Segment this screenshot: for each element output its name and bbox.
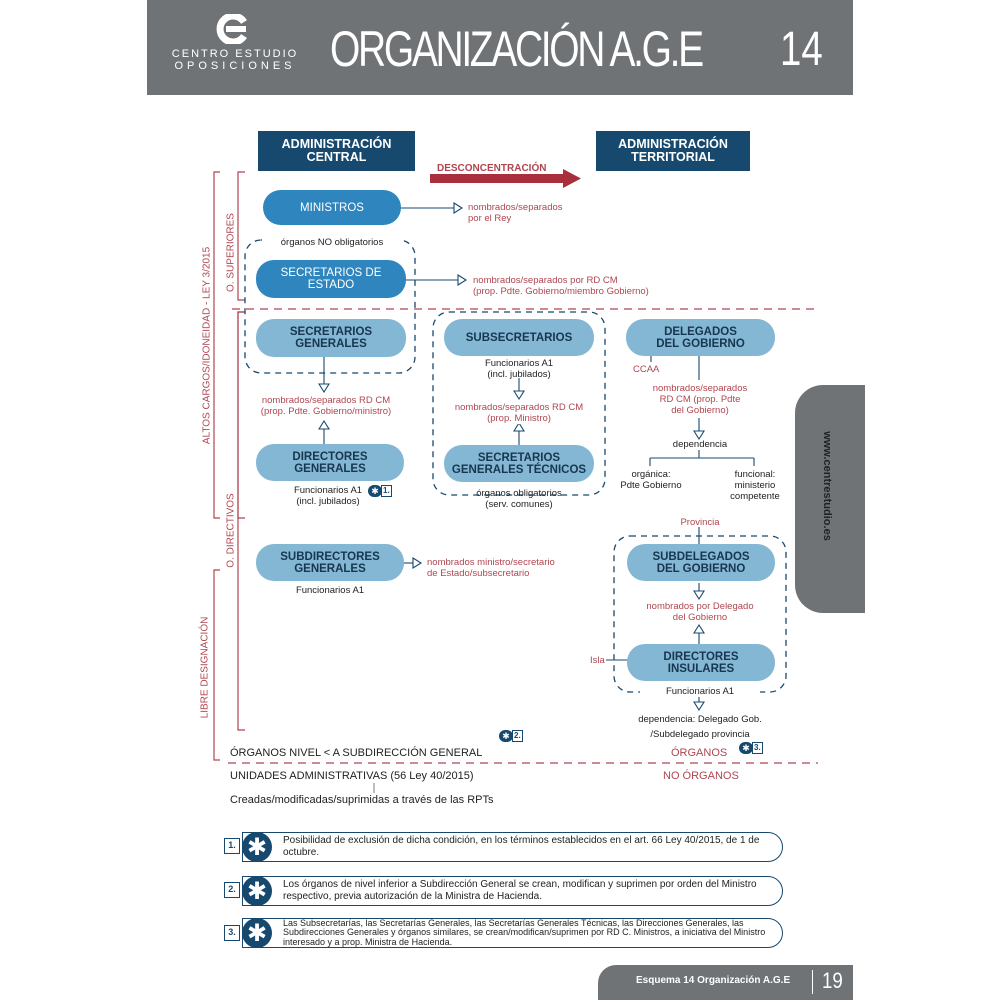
sgt-note: órganos obligatorios (serv. comunes) (476, 488, 562, 510)
directores-generales-note: Funcionarios A1 (incl. jubilados) (293, 485, 363, 507)
subsecretarios-nombramiento: nombrados/separados RD CM (prop. Ministro) (436, 402, 602, 424)
side-label-directivos: O. DIRECTIVOS (225, 493, 237, 568)
secretarios-estado-note: nombrados/separados por RD CM (prop. Pdte. Gobierno/miembro Gobierno) (473, 275, 649, 297)
footnote-1-number: 1. (224, 838, 240, 854)
box-directores-generales: DIRECTORES GENERALES (256, 444, 404, 481)
subdelegados-note: nombrados por Delegado del Gobierno (630, 601, 770, 623)
asterisk-icon: ✱ (242, 918, 272, 948)
box-directores-insulares: DIRECTORES INSULARES (627, 644, 775, 681)
organos-label: ÓRGANOS (671, 747, 728, 759)
subdirectores-note: nombrados ministro/secretario de Estado/subsecretario (427, 557, 555, 579)
footnote-1: Posibilidad de exclusión de dicha condición, en los términos establecidos en el art. 66 Ley 40/2015, de 1 de octubre. (242, 832, 783, 862)
insulares-dependencia: dependencia: Delegado Gob. /Subdelegado provincia (638, 714, 762, 740)
footnote-3: Las Subsecretarías, las Secretarías Generales, las Secretarías Generales Técnicas, las Direcciones Generales, las Subdirecciones Generales y órganos similares, se crean/modifican/suprimen por RD C. Ministros, a iniciativa del Ministro interesado y a prop. Ministra de Hacienda. (242, 918, 783, 948)
page-title: ORGANIZACIÓN A.G.E (330, 21, 702, 77)
footnote-3-number: 3. (224, 925, 240, 941)
box-ministros: MINISTROS (263, 190, 401, 225)
box-secretarios-generales-tecnicos: SECRETARIOS GENERALES TÉCNICOS (444, 445, 594, 482)
creadas-label: Creadas/modificadas/suprimidas a través de las RPTs (230, 794, 494, 806)
note-ref-2[interactable]: 2. (514, 731, 521, 740)
side-label-altos-cargos: ALTOS CARGOS/IDONEIDAD - LEY 3/2015 (201, 246, 213, 445)
secretarios-generales-note: nombrados/separados RD CM (prop. Pdte. Gobierno/ministro) (260, 395, 392, 417)
ccaa-label: CCAA (633, 364, 660, 375)
footer-divider (812, 970, 813, 994)
header-administracion-central: ADMINISTRACIÓN CENTRAL (258, 131, 415, 171)
subsecretarios-note: Funcionarios A1 (incl. jubilados) (484, 358, 554, 380)
delegados-note: nombrados/separados RD CM (prop. Pdte del Gobierno) (652, 383, 748, 416)
box-subdelegados-gobierno: SUBDELEGADOS DEL GOBIERNO (627, 544, 775, 581)
no-organos-label: NO ÓRGANOS (663, 770, 739, 782)
asterisk-icon: ✱ (739, 742, 753, 754)
side-tab-url[interactable]: www.centrestudio.es (821, 431, 833, 541)
dependencia-label: dependencia (672, 439, 728, 450)
subdirectores-funcionarios: Funcionarios A1 (295, 585, 365, 596)
side-label-superiores: O. SUPERIORES (225, 213, 237, 292)
footer-label: Esquema 14 Organización A.G.E (636, 975, 791, 986)
asterisk-icon: ✱ (499, 730, 513, 742)
box-subsecretarios: SUBSECRETARIOS (444, 319, 594, 356)
dependencia-funcional: funcional: ministerio competente (730, 469, 780, 502)
footnote-2-number: 2. (224, 882, 240, 898)
dependencia-organica: orgánica: Pdte Gobierno (620, 469, 682, 491)
footnote-2: Los órganos de nivel inferior a Subdirección General se crean, modifican y suprimen por orden del Ministro respectivo, previa autorización de la Ministra de Hacienda. (242, 876, 783, 906)
footer-page-number: 19 (822, 968, 843, 993)
no-obligatorios-label: órganos NO obligatorios (262, 237, 402, 248)
asterisk-icon: ✱ (368, 485, 382, 497)
asterisk-icon: ✱ (242, 832, 272, 862)
provincia-label: Provincia (680, 517, 720, 528)
insulares-funcionarios: Funcionarios A1 (640, 686, 760, 697)
box-secretarios-estado: SECRETARIOS DE ESTADO (256, 260, 406, 298)
note-ref-1[interactable]: 1. (383, 486, 390, 495)
scheme-number: 14 (780, 23, 823, 76)
desconcentracion-label: DESCONCENTRACIÓN (437, 163, 547, 174)
unidades-label: UNIDADES ADMINISTRATIVAS (56 Ley 40/2015) (230, 770, 474, 782)
logo-text: CENTRO ESTUDIO OPOSICIONES (171, 48, 299, 72)
side-label-libre-designacion: LIBRE DESIGNACIÓN (199, 616, 211, 719)
asterisk-icon: ✱ (242, 876, 272, 906)
box-delegados-gobierno: DELEGADOS DEL GOBIERNO (626, 319, 775, 356)
ministros-note: nombrados/separados por el Rey (468, 202, 563, 224)
header-administracion-territorial: ADMINISTRACIÓN TERRITORIAL (596, 131, 750, 171)
note-ref-3[interactable]: 3. (754, 743, 761, 752)
organos-nivel-label: ÓRGANOS NIVEL < A SUBDIRECCIÓN GENERAL (230, 747, 483, 759)
box-secretarios-generales: SECRETARIOS GENERALES (256, 319, 406, 357)
box-subdirectores-generales: SUBDIRECTORES GENERALES (256, 544, 404, 581)
isla-label: Isla (590, 655, 605, 666)
